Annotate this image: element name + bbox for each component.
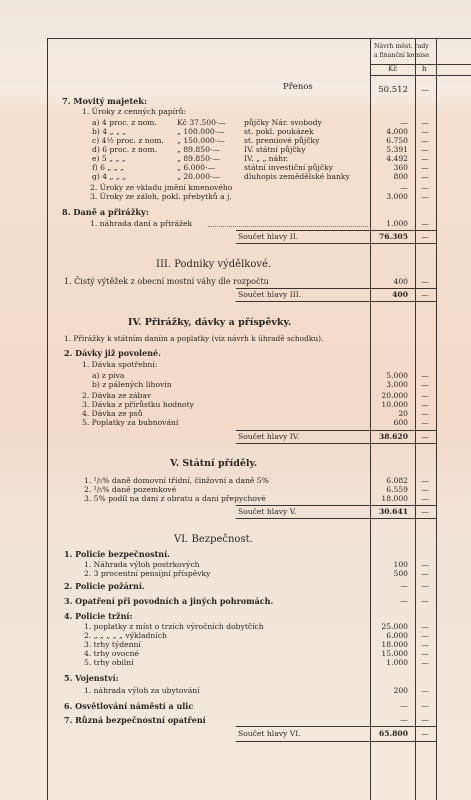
- s6-m2-value: 6.000: [386, 631, 408, 640]
- sum-rule: [236, 288, 436, 289]
- s6-m5: 5. trhy obilní: [84, 658, 134, 667]
- s6-p1b: 2. 3 procentní pensijní příspěvky: [84, 569, 211, 578]
- sum-rule-bottom: [236, 741, 436, 742]
- sum-hlava-3-value: 400: [392, 290, 408, 299]
- sec7-row-d-desc: IV. státní půjčky: [244, 145, 306, 154]
- s4-item-dash: —: [421, 371, 429, 380]
- sum-hlava-2-value: 76.305: [378, 232, 408, 241]
- sum-hlava-6-value: 65.800: [378, 729, 408, 738]
- sum-rule-bottom: [236, 301, 436, 302]
- sec7-row-e-amount: „ 89.850·—: [177, 154, 220, 163]
- sec7-sub3-dash: —: [421, 192, 429, 201]
- s6-m4-dash: —: [421, 649, 429, 658]
- s4-item-label: 2. Dávka ze zábav: [82, 391, 152, 400]
- sec7-row-c-desc: st. premiové půjčky: [244, 136, 320, 145]
- sum-rule: [236, 430, 436, 431]
- sum-rule-bottom: [236, 518, 436, 519]
- s6-p1: 1. Policie bezpečnostní.: [64, 549, 170, 559]
- s6-m5-dash: —: [421, 658, 429, 667]
- s4-item-dash: —: [421, 418, 429, 427]
- s6-p7: 7. Různá bezpečnostní opatření: [64, 715, 206, 725]
- s6-p6-value: —: [400, 701, 408, 710]
- sum-hlava-5-dash: —: [421, 507, 429, 516]
- sec7-sub3: 3. Úroky ze záloh, pokl. přebytků a j.: [90, 192, 232, 201]
- sum-rule: [236, 726, 436, 727]
- sum-hlava-6-label: Součet hlavy VI.: [238, 729, 301, 738]
- sec7-row-b-value: 4.000: [386, 127, 408, 136]
- sec7-row-b-amount: „ 100.000·—: [177, 127, 225, 136]
- s6-v1-dash: —: [421, 686, 429, 695]
- sec7-row-e-desc: IV. „ „ náhr.: [244, 154, 289, 163]
- s4-item-label: 5. Poplatky za bubnování: [82, 418, 179, 427]
- sec7-sub2-value: —: [400, 183, 408, 192]
- s6-m5-value: 1.000: [386, 658, 408, 667]
- s6-p1a-dash: —: [421, 560, 429, 569]
- prenos-value: 50.512: [378, 85, 408, 95]
- s4-item-label: 3. Dávka z přírůstku hodnoty: [82, 400, 194, 409]
- sec7-row-d-value: 5.391: [386, 145, 408, 154]
- sec7-sub1: 1. Úroky z cenných papírů:: [82, 107, 187, 116]
- s4-r2a: 1. Dávka spotřební:: [82, 360, 158, 369]
- sec7-row-a-label: a) 4 proc. z nom.: [92, 118, 157, 127]
- sec8-title: 8. Daně a přirážky:: [62, 207, 149, 217]
- sec7-row-f-value: 360: [393, 163, 408, 172]
- s4-item-label: b) z pálených lihovin: [92, 380, 172, 389]
- sec7-row-g-label: g) 4 „ „ „: [92, 172, 127, 181]
- sec7-row-g-dash: —: [421, 172, 429, 181]
- sum-hlava-4-dash: —: [421, 432, 429, 441]
- sec7-row-f-label: f) 6 „ „ „: [92, 163, 125, 172]
- s5-item-label: 1. ¹/₅% daně domovní třídní, činžovní a daně 5%: [84, 476, 269, 485]
- sec7-row-b-dash: —: [421, 127, 429, 136]
- sec7-row-e-value: 4.492: [386, 154, 408, 163]
- sum-rule: [236, 230, 436, 231]
- section-4-title: IV. Přirážky, dávky a příspěvky.: [128, 317, 292, 328]
- header-h: h: [422, 65, 427, 73]
- section-3-title: III. Podniky výdělkové.: [156, 259, 272, 270]
- s4-r1: 1. Přirážky k státním daním a poplatky (viz návrh k úhradě schodku).: [64, 334, 324, 343]
- kc-h-divider: [415, 38, 416, 800]
- sec7-row-f-dash: —: [421, 163, 429, 172]
- s4-item-value: 20.000: [381, 391, 408, 400]
- sum-hlava-2-dash: —: [421, 232, 429, 241]
- header-line2: a finanční komise: [374, 52, 429, 59]
- s4-item-value: 600: [393, 418, 408, 427]
- sec7-row-d-dash: —: [421, 145, 429, 154]
- s6-m2-dash: —: [421, 631, 429, 640]
- right-column-line: [436, 38, 437, 800]
- s5-item-value: 6.559: [386, 485, 408, 494]
- s6-p3-value: —: [400, 596, 408, 605]
- s6-p1b-dash: —: [421, 569, 429, 578]
- sec7-sub3-value: 3.000: [386, 192, 408, 201]
- sec7-row-b-label: b) 4 „ „ „: [92, 127, 127, 136]
- s6-p2: 2. Policie požární.: [64, 581, 145, 591]
- sec7-row-c-label: c) 4½ proc. z nom.: [92, 136, 164, 145]
- s6-p7-value: —: [400, 715, 408, 724]
- sec7-row-d-label: d) 6 proc. z nom.: [92, 145, 158, 154]
- s6-m1-dash: —: [421, 622, 429, 631]
- s4-item-label: 4. Dávka ze psů: [82, 409, 143, 418]
- s6-p3-dash: —: [421, 596, 429, 605]
- s6-m3-value: 18.000: [381, 640, 408, 649]
- s4-item-dash: —: [421, 380, 429, 389]
- sec7-row-g-desc: dluhopis zemědělské banky: [244, 172, 350, 181]
- s6-m2: 2. „ „ „ „ „ výkladních: [84, 631, 167, 640]
- s6-v1: 1. náhrada výloh za ubytování: [84, 686, 200, 695]
- prenos-label: Přenos: [283, 82, 313, 92]
- s6-m3: 3. trhy týdenní: [84, 640, 141, 649]
- s6-p2-value: —: [400, 581, 408, 590]
- s5-item-value: 6.082: [386, 476, 408, 485]
- s3-row1: 1. Čistý výtěžek z obecní mostní váhy dle rozpočtu: [64, 277, 269, 286]
- sec7-row-g-value: 800: [393, 172, 408, 181]
- s5-item-label: 3. 5% podíl na dani z obratu a dani přepychové: [84, 494, 266, 503]
- s4-item-dash: —: [421, 409, 429, 418]
- sec7-sub2: 2. Úroky ze vkladu jmění kmenového: [90, 183, 233, 192]
- s6-p1a: 1. Náhrada výloh postrkových: [84, 560, 200, 569]
- s4-item-value: 10.000: [381, 400, 408, 409]
- s6-p6: 6. Osvětlování náměstí a ulic: [64, 701, 194, 711]
- s4-item-dash: —: [421, 391, 429, 400]
- header-kc: Kč: [388, 65, 398, 73]
- left-margin-line: [47, 38, 48, 800]
- s4-item-value: 20: [398, 409, 408, 418]
- s6-m3-dash: —: [421, 640, 429, 649]
- header-line1: Návrh měst. rady: [374, 43, 429, 50]
- s4-item-label: a) z piva: [92, 371, 125, 380]
- s5-item-dash: —: [421, 494, 429, 503]
- sec7-row-a-desc: půjčky Nár. svobody: [244, 118, 322, 127]
- s6-p5: 5. Vojenství:: [64, 673, 119, 683]
- s3-row1-value: 400: [393, 277, 408, 286]
- sec7-row-c-value: 6.750: [386, 136, 408, 145]
- s6-m1-value: 25.000: [381, 622, 408, 631]
- s4-r2: 2. Dávky již povolené.: [64, 348, 161, 358]
- sum-hlava-3-label: Součet hlavy III.: [238, 290, 302, 299]
- s4-item-dash: —: [421, 400, 429, 409]
- s6-p4: 4. Policie tržní:: [64, 611, 133, 621]
- sum-rule-bottom: [236, 443, 436, 444]
- s6-p7-dash: —: [421, 715, 429, 724]
- s5-item-dash: —: [421, 485, 429, 494]
- s5-item-value: 18.000: [381, 494, 408, 503]
- sec8-row1: 1. náhrada daní a přirážek: [90, 219, 193, 228]
- s5-item-dash: —: [421, 476, 429, 485]
- s6-p1b-value: 500: [393, 569, 408, 578]
- sum-hlava-5-value: 30.641: [378, 507, 408, 516]
- sum-rule-bottom: [236, 243, 436, 244]
- sum-hlava-2-label: Součet hlavy II.: [238, 232, 299, 241]
- sec8-row1-value: 1.000: [386, 219, 408, 228]
- s6-p1a-value: 100: [393, 560, 408, 569]
- s6-p2-dash: —: [421, 581, 429, 590]
- sec7-row-d-amount: „ 89.850·—: [177, 145, 220, 154]
- sum-rule: [236, 505, 436, 506]
- sec7-row-b-desc: st. pokl. poukázek: [244, 127, 314, 136]
- sec7-row-a-dash: —: [421, 118, 429, 127]
- s6-p6-dash: —: [421, 701, 429, 710]
- s6-v1-value: 200: [393, 686, 408, 695]
- sum-hlava-5-label: Součet hlavy V.: [238, 507, 297, 516]
- sec7-row-a-value: —: [400, 118, 408, 127]
- sum-hlava-3-dash: —: [421, 290, 429, 299]
- sec8-row1-dash: —: [421, 219, 429, 228]
- section-5-title: V. Státní příděly.: [170, 458, 258, 469]
- sec7-title: 7. Movitý majetek:: [62, 96, 148, 106]
- s4-item-value: 3.000: [386, 380, 408, 389]
- sum-hlava-4-value: 38.620: [378, 432, 408, 441]
- s6-m4: 4. trhy ovocné: [84, 649, 140, 658]
- sec7-row-f-desc: státní investiční půjčky: [244, 163, 333, 172]
- s5-item-label: 2. ¹/₅% daně pozemkové: [84, 485, 177, 494]
- sec7-row-f-amount: „ 6.000·—: [177, 163, 216, 172]
- sum-hlava-6-dash: —: [421, 729, 429, 738]
- leader-dots: [208, 226, 368, 227]
- sec7-row-g-amount: „ 20.000·—: [177, 172, 220, 181]
- top-rule: [47, 38, 471, 39]
- header-rule-2: [370, 75, 471, 76]
- sec7-row-c-dash: —: [421, 136, 429, 145]
- s6-m4-value: 15.000: [381, 649, 408, 658]
- sec7-sub2-dash: —: [421, 183, 429, 192]
- amount-column-line: [370, 38, 371, 800]
- s3-row1-dash: —: [421, 277, 429, 286]
- sum-hlava-4-label: Součet hlavy IV.: [238, 432, 300, 441]
- s6-p3: 3. Opatření při povodních a jiných pohromách.: [64, 596, 274, 606]
- prenos-dash: —: [421, 85, 429, 94]
- section-6-title: VI. Bezpečnost.: [174, 534, 253, 545]
- sec7-row-c-amount: „ 150.000·—: [177, 136, 225, 145]
- sec7-row-a-amount: Kč 37.500·—: [177, 118, 226, 127]
- s4-item-value: 5.000: [386, 371, 408, 380]
- sec7-row-e-label: e) 5 „ „ „: [92, 154, 126, 163]
- sec7-row-e-dash: —: [421, 154, 429, 163]
- s6-m1: 1. poplatky z míst o trzích výročních dobytčích: [84, 622, 264, 631]
- header-rule: [370, 64, 471, 65]
